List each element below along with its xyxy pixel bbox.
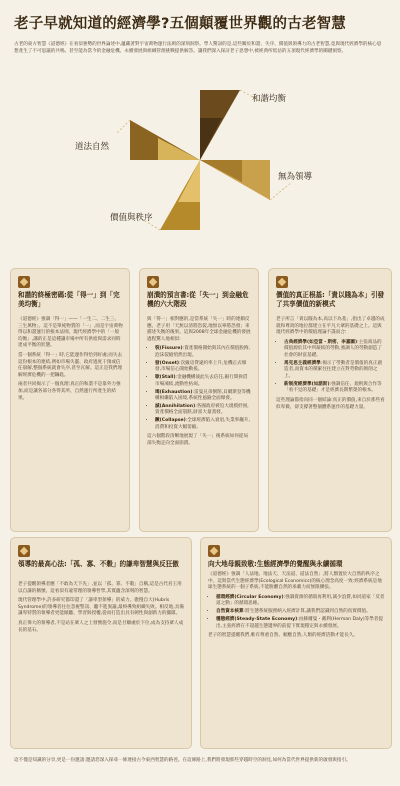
label-loss: 道法自然 [75, 142, 110, 152]
list-item-desc: 全球經濟陷入衰退,失業率飆升,消費和投資大幅萎縮。 [155, 418, 250, 430]
list-item-term: 新制度經濟學(如諾斯) [284, 381, 330, 387]
list-item-desc: 強調信任、規則與合作等「看不見的基礎」才是經濟長期繁榮的根本。 [284, 381, 382, 394]
card-title: 崩潰的預言書:從「失一」到金融危機的六大階段 [147, 291, 249, 308]
collapse-icon [147, 276, 159, 288]
card-body [276, 317, 385, 411]
card-lead: 《道德經》強調「人法地、地法天、天法道、道法自然」,將人類置於大自然的秩序之中。這與當代生態經濟學(Ecological Economics)的核心理念高度一致:經濟系統是地球生態系統的一個子系統,不能脫離自然的承載力而無限擴張。 [208, 572, 382, 591]
card-harmony [10, 268, 130, 532]
connector-line-loss [116, 120, 130, 134]
ecology-list [208, 595, 385, 630]
pinwheel-figure [0, 70, 400, 250]
list-item-term: 古典經濟學(如亞當・斯密、李嘉圖) [284, 339, 358, 345]
card-paragraph: 《道德經》強調「得一」——「一生二、二生三、三生萬物」。這不是單純物質的「一」,而是宇宙萬物得以和諧運行的根本法則。現代經濟學中的「一般均衡」,講的正是這種讓市場中所有供給與需求同時達成平衡的狀態。 [18, 317, 123, 349]
card-body [208, 572, 385, 640]
list-item-term: 馬克思主義經濟學 [284, 360, 321, 366]
card-tail: 老子的智慧提醒我們,唯有尊重自然、順應自然,人類的經濟活動才能長久。 [208, 633, 358, 639]
card-body [147, 317, 252, 448]
list-item-desc: 次級房貸違約率上升,危機正式爆發,市場信心開始動搖。 [155, 360, 247, 373]
card-paragraph: 真正偉大的領導者,不是站在眾人之上發號施令,而是甘願處於下位,成為支持眾人成長的基石。 [18, 620, 184, 633]
card-value [268, 268, 392, 532]
list-item-term: 自然資本核算 [216, 609, 244, 615]
harmony-icon [18, 276, 30, 288]
page-title: 老子早就知道的經濟學?五個顛覆世界觀的古老智慧 [14, 16, 347, 32]
ecology-icon [208, 545, 220, 557]
list-item-desc: 由赫爾曼・戴利(Herman Daly)等學者提出,主張經濟在不超越生態邊界的前提下實現穩定與永續發展。 [216, 616, 384, 629]
card-tail: 這些理論都指向同一個結論:真正的價值,來自於那些看似卑微、卻支撐著整個體系運作的基礎力量。 [276, 397, 385, 410]
card-body [18, 582, 185, 634]
label-value: 價值與秩序 [110, 213, 153, 223]
list-item-term: 滅(Annihilation) [155, 403, 196, 409]
theory-list [276, 340, 385, 395]
list-item: • 古典經濟學(如亞當・斯密、李嘉圖):主張商品的價值源於其中所凝結的勞動,強調人的勞動創造了社會的財富基礎。 [284, 340, 385, 360]
value-icon [276, 276, 288, 288]
list-item-term: 竭(Exhaustion) [155, 389, 193, 395]
card-ecology [200, 537, 392, 749]
card-title: 向大地母親致敬:生態經濟學的覺醒與永續循環 [208, 560, 343, 568]
card-paragraph: 兩者共同揭示了一個真理:真正的和諧不是靠外力強加,而是讓各部分各得其所、自然運行所產生的結果。 [18, 382, 121, 401]
list-item: • 裂(Fissure):資產價格開始與其內在價值脫鉤,泡沫裂縫悄然出現。 [155, 346, 252, 359]
intro-paragraph: 古老的東方智慧《道德經》在看似強勢的世界論述中,蘊藏著對宇宙萬物運行法則的深刻洞察。學人驚訝的是,這些關於和諧、失序、價值與領導力的古老智慧,竟與現代經濟學的核心思想產生了不可思議的共鳴。甚至能為當今的金融危機、永續發展與組織管理挑戰提供解答。讓我們深入探討老子思想中,被經典所低估的五項現代經濟學的關鍵洞察。 [14, 42, 382, 54]
list-item: • 穩態經濟(Steady-State Economy):由赫爾曼・戴利(Herman Daly)等學者提出,主張經濟在不超越生態邊界的前提下實現穩定與永續發展。 [216, 617, 385, 630]
list-item-desc: 金融機構彼此失去信任,銀行間拆借市場凍結,流動性枯竭。 [155, 375, 248, 387]
list-item: • 滅(Annihilation):各國政府被迫大規模紓困,資產價格全面崩跌,財富大量蒸發。 [155, 404, 252, 417]
pinwheel-blade-top-inner [200, 118, 222, 160]
card-collapse [139, 268, 259, 532]
pinwheel-blade-right-inner [200, 160, 242, 182]
list-item-term: 循環經濟(Circular Economy) [216, 594, 284, 600]
card-tail: 這六個階段清晰地展現了「失一」後系統如何從局部失衡走向全面崩潰。 [147, 434, 249, 447]
list-item-term: 穩態經濟(Steady-State Economy) [216, 616, 298, 622]
list-item-desc: 資產價格開始與其內在價值脫鉤,泡沫裂縫悄然出現。 [155, 346, 250, 358]
list-item: • 歇(Stall):金融機構彼此失去信任,銀行間拆借市場凍結,流動性枯竭。 [155, 375, 252, 388]
list-item: • 馬克思主義經濟學:揭示了勞動者是價值的真正創造者,而資本的積累往往建立在對勞動的剝削之上。 [284, 361, 385, 381]
connector-line-lead [270, 182, 292, 200]
list-item-term: 歇(Stall) [155, 375, 176, 381]
list-item: • 新制度經濟學(如諾斯):強調信任、規則與合作等「看不見的基礎」才是經濟長期繁榮的根本。 [284, 382, 385, 395]
list-item-desc: 強調資源的循環再利用,減少浪費,如同道家「反者道之動」的循環思維。 [216, 594, 385, 607]
card-paragraph: 現代管理學中,許多研究都印證了「謙卑型領導」的威力。傲慢自大(Hubris Syndrome)的領導者往往忽視警訊、聽不進異議,最終導致組織失敗。相反地,具備謙卑特質的領導者更能傾聽、學習與授權,從而打造出具有韌性與創新力的團隊。 [18, 598, 184, 617]
card-lead: 老子所言「貴以賤為本,高以下為基」,指出了卓越的成就和尊貴的地位都建立在平凡大眾的基礎之上。這與現代經濟學中的價值理論不謀而合: [276, 317, 385, 336]
card-body [18, 317, 123, 402]
list-item: • 循環經濟(Circular Economy):強調資源的循環再利用,減少浪費,如同道家「反者道之動」的循環思維。 [216, 595, 385, 608]
card-leadership [10, 537, 192, 749]
list-item-term: 裂(Fissure) [155, 346, 183, 352]
outro-paragraph: 這不僅是知識的分享,更是一份邀請:邀請您深入探尋一條連接古今東西智慧的路徑。在這條路上,我們將發現那些穿越時空的洞見,如何為當代世界提供新的啟發與指引。 [14, 758, 351, 763]
label-lead: 無為領導 [278, 172, 313, 182]
list-item-term: 蹶(Collapse) [155, 418, 186, 424]
card-paragraph: 老子提醒領導者應「不敢為天下先」,並以「孤、寡、不穀」自稱,這是古代君王用以自謙的稱號。這看似有違常理的領導哲學,其實蘊含深刻的智慧。 [18, 582, 182, 594]
list-item-desc: 揭示了勞動者是價值的真正創造者,而資本的積累往往建立在對勞動的剝削之上。 [284, 360, 383, 379]
list-item-desc: 將生態系統服務納入經濟計算,讓我們認識到自然的真實價值。 [245, 609, 371, 615]
list-item: • 蹶(Collapse):全球經濟陷入衰退,失業率飆升,消費和投資大幅萎縮。 [155, 418, 252, 431]
card-title: 和諧的終極密碼:從「得一」到「完美均衡」 [18, 291, 120, 308]
pinwheel-blade-bottom-inner [178, 160, 200, 202]
leadership-icon [18, 545, 30, 557]
card-title: 價值的真正根基:「貴以賤為本」引發了共享價值的新模式 [276, 291, 385, 308]
stage-list [147, 346, 252, 431]
list-item: • 自然資本核算:將生態系統服務納入經濟計算,讓我們認識到自然的真實價值。 [216, 609, 385, 616]
list-item-desc: 各國政府被迫大規模紓困,資產價格全面崩跌,財富大量蒸發。 [155, 403, 249, 416]
pinwheel-blade-left-inner [158, 138, 200, 160]
card-paragraph: 當一個系統「得一」時,它能運作得恰到好處;而失去這份根本的連結,例如市場失靈、政府過度干預或信任崩解,整個系統就會失序,甚至瓦解。這正是我們理解經濟危機的一把鑰匙。 [18, 352, 123, 378]
pinwheel-graphic [0, 70, 400, 250]
list-item: • 發(Onset):次級房貸違約率上升,危機正式爆發,市場信心開始動搖。 [155, 361, 252, 374]
list-item-term: 發(Onset) [155, 360, 180, 366]
list-item-desc: 雷曼兄弟倒閉,貝爾斯登等機構相繼陷入困境,系統性風險全面爆發。 [155, 389, 251, 402]
list-item-desc: 主張商品的價值源於其中所凝結的勞動,強調人的勞動創造了社會的財富基礎。 [284, 339, 382, 358]
card-lead: 與「得一」相對應的,是當系統「失一」時的連鎖反應。老子用「天無以清將恐裂,地無以寧將恐發」來描述失衡的後果。這與2008年全球金融危機的發展過程驚人地相似: [147, 317, 251, 342]
label-harmony: 和諧均衡 [252, 94, 287, 104]
list-item: • 竭(Exhaustion):雷曼兄弟倒閉,貝爾斯登等機構相繼陷入困境,系統性風險全面爆發。 [155, 390, 252, 403]
card-title: 領導的最高心法:「孤、寡、不穀」的謙卑智慧與反狂傲 [18, 560, 179, 568]
